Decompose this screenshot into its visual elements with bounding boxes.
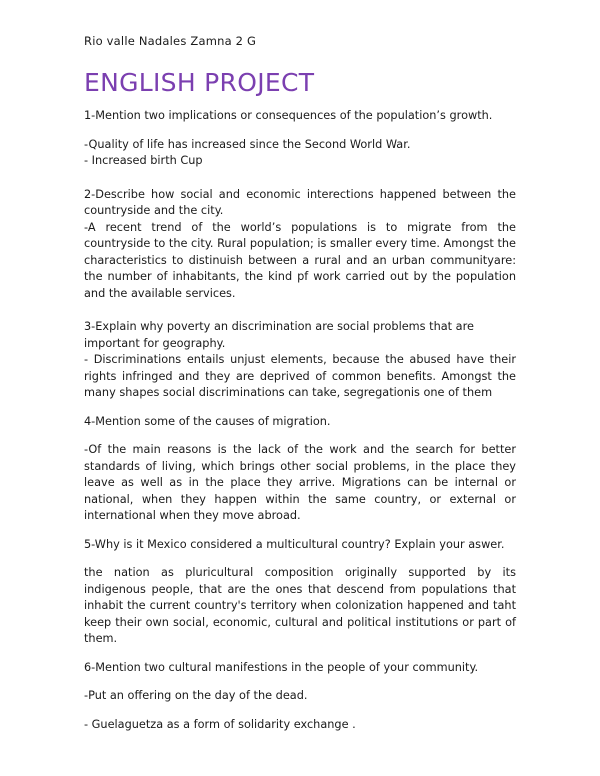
author-header: Rio valle Nadales Zamna 2 G <box>84 34 257 48</box>
answer-3: - Discriminations entails unjust elements, because the abused have their rights infringed and they are deprived of common benefits. Amongst the many shapes social discriminations can take, segregationis one of them <box>84 353 516 399</box>
answer-1-line-1: -Quality of life has increased since the Second World War. <box>84 137 411 151</box>
answer-4: -Of the main reasons is the lack of the work and the search for better standards of living, which brings other social problems, in the place they leave as well as in the place they arrive. Migrations can be internal or national, when they happen within the same country, or external or international when they move abroad. <box>84 443 516 522</box>
answer-6-line-1: -Put an offering on the day of the dead. <box>84 689 308 702</box>
document-title: ENGLISH PROJECT <box>84 68 315 97</box>
question-2: 2-Describe how social and economic interections happened between the countryside and the city. <box>84 187 516 217</box>
question-3: 3-Explain why poverty an discrimination are social problems that are important for geography. <box>84 320 474 350</box>
answer-1-line-2: - Increased birth Cup <box>84 154 203 167</box>
document-body <box>84 108 516 733</box>
question-1: 1-Mention two implications or consequences of the population’s growth. <box>84 109 493 122</box>
answer-2: -A recent trend of the world’s populations is to migrate from the countryside to the city. Rural population; is smaller every time. Amongst the characteristics to distinuish between a rural and an urban communityare: the number of inhabitants, the kind pf work carried out by the population and the available services. <box>84 220 516 300</box>
question-5: 5-Why is it Mexico considered a multicultural country? Explain your aswer. <box>84 537 505 551</box>
question-4: 4-Mention some of the causes of migration. <box>84 414 331 428</box>
question-6: 6-Mention two cultural manifestions in the people of your community. <box>84 660 479 674</box>
answer-5: the nation as pluricultural composition originally supported by its indigenous people, that are the ones that descend from populations that inhabit the current country's territory when colonization happened and taht keep their own social, economic, cultural and political institutions or part of them. <box>84 566 516 645</box>
answer-6-line-2: - Guelaguetza as a form of solidarity exchange . <box>84 717 356 731</box>
